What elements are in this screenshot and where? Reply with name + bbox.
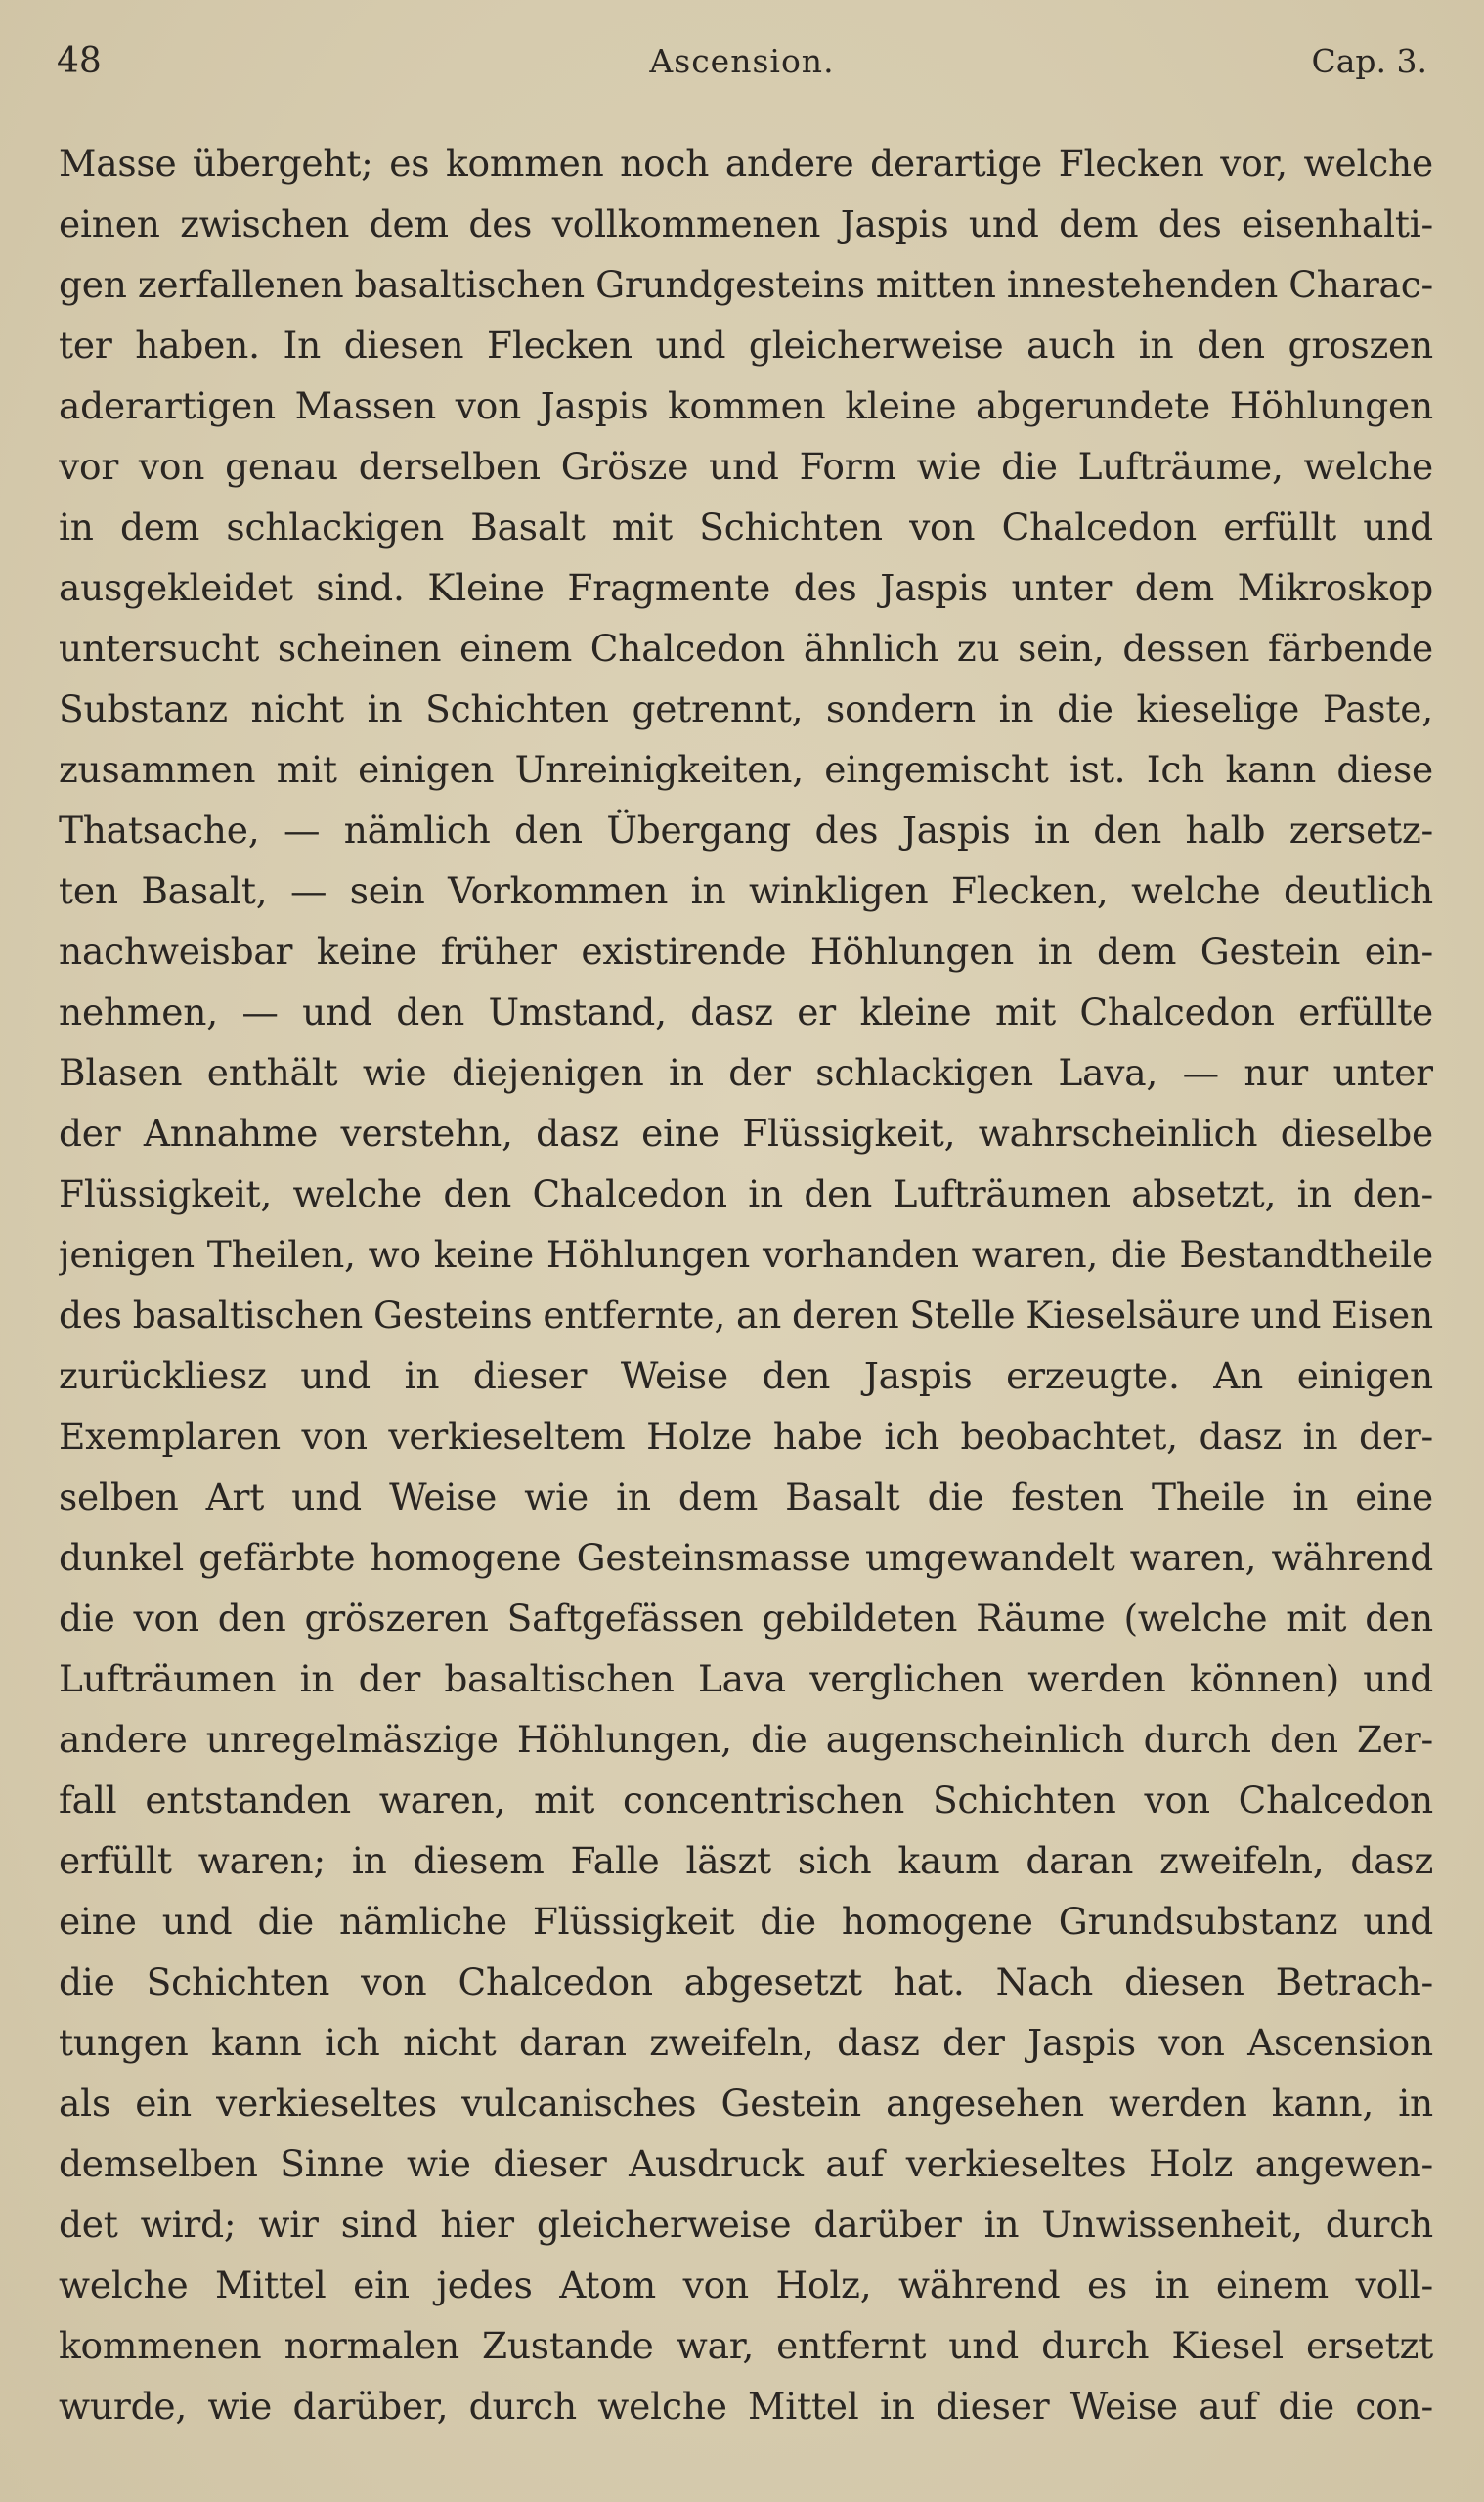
text-line: untersucht scheinen einem Chalcedon ähnlich zu sein, dessen färbende [59, 627, 1433, 670]
text-line: Exemplaren von verkieseltem Holze habe ich beobachtet, dasz in der- [59, 1415, 1433, 1458]
text-line: erfüllt waren; in diesem Falle läszt sich kaum daran zweifeln, dasz [59, 1839, 1433, 1882]
text-line: Flüssigkeit, welche den Chalcedon in den Lufträumen absetzt, in den- [59, 1172, 1433, 1215]
text-line: Lufträumen in der basaltischen Lava verglichen werden können) und [59, 1657, 1433, 1700]
running-head [57, 37, 1427, 86]
text-line: zusammen mit einigen Unreinigkeiten, eingemischt ist. Ich kann diese [59, 748, 1433, 791]
body-text [59, 133, 1433, 2436]
text-line: andere unregelmäszige Höhlungen, die augenscheinlich durch den Zer- [59, 1718, 1433, 1761]
text-line: Masse übergeht; es kommen noch andere derartige Flecken vor, welche [59, 142, 1433, 185]
text-line: des basaltischen Gesteins entfernte, an deren Stelle Kieselsäure und Eisen [59, 1294, 1433, 1337]
text-line: einen zwischen dem des vollkommenen Jaspis und dem des eisenhalti- [59, 202, 1433, 245]
text-line: zurückliesz und in dieser Weise den Jaspis erzeugte. An einigen [59, 1354, 1433, 1397]
chapter-reference: Cap. 3. [1311, 42, 1427, 80]
text-line: kommenen normalen Zustande war, entfernt und durch Kiesel ersetzt [59, 2324, 1433, 2367]
text-line: nehmen, — und den Umstand, dasz er kleine mit Chalcedon erfüllte [59, 990, 1433, 1033]
text-line: als ein verkieseltes vulcanisches Gestein angesehen werden kann, in [59, 2082, 1433, 2125]
running-title: Ascension. [649, 42, 835, 80]
text-line: det wird; wir sind hier gleicherweise darüber in Unwissenheit, durch [59, 2203, 1433, 2246]
text-line: die Schichten von Chalcedon abgesetzt hat. Nach diesen Betrach- [59, 1960, 1433, 2003]
text-line: ausgekleidet sind. Kleine Fragmente des Jaspis unter dem Mikroskop [59, 566, 1433, 609]
text-line: welche Mittel ein jedes Atom von Holz, während es in einem voll- [59, 2263, 1433, 2306]
text-line: der Annahme verstehn, dasz eine Flüssigkeit, wahrscheinlich dieselbe [59, 1112, 1433, 1155]
text-line: tungen kann ich nicht daran zweifeln, dasz der Jaspis von Ascension [59, 2021, 1433, 2064]
text-line: demselben Sinne wie dieser Ausdruck auf verkieseltes Holz angewen- [59, 2142, 1433, 2185]
text-line: nachweisbar keine früher existirende Höhlungen in dem Gestein ein- [59, 930, 1433, 973]
text-line: gen zerfallenen basaltischen Grundgesteins mitten innestehenden Charac- [59, 263, 1433, 306]
text-line: jenigen Theilen, wo keine Höhlungen vorhanden waren, die Bestandtheile [59, 1233, 1433, 1276]
text-line: vor von genau derselben Grösze und Form wie die Lufträume, welche [59, 445, 1433, 488]
text-line: Substanz nicht in Schichten getrennt, sondern in die kieselige Paste, [59, 687, 1433, 730]
text-line: die von den gröszeren Saftgefässen gebildeten Räume (welche mit den [59, 1597, 1433, 1640]
text-line: aderartigen Massen von Jaspis kommen kleine abgerundete Höhlungen [59, 384, 1433, 427]
text-line: in dem schlackigen Basalt mit Schichten von Chalcedon erfüllt und [59, 505, 1433, 549]
text-line: fall entstanden waren, mit concentrischen Schichten von Chalcedon [59, 1778, 1433, 1822]
text-line: ten Basalt, — sein Vorkommen in winkligen Flecken, welche deutlich [59, 869, 1433, 912]
text-line: wurde, wie darüber, durch welche Mittel in dieser Weise auf die con- [59, 2385, 1433, 2428]
page-number: 48 [57, 41, 102, 81]
text-line: selben Art und Weise wie in dem Basalt die festen Theile in eine [59, 1475, 1433, 1518]
text-line: dunkel gefärbte homogene Gesteinsmasse umgewandelt waren, während [59, 1536, 1433, 1579]
text-line: ter haben. In diesen Flecken und gleicherweise auch in den groszen [59, 324, 1433, 367]
text-line: eine und die nämliche Flüssigkeit die homogene Grundsubstanz und [59, 1900, 1433, 1943]
text-line: Blasen enthält wie diejenigen in der schlackigen Lava, — nur unter [59, 1051, 1433, 1094]
text-line: Thatsache, — nämlich den Übergang des Jaspis in den halb zersetz- [59, 809, 1433, 852]
